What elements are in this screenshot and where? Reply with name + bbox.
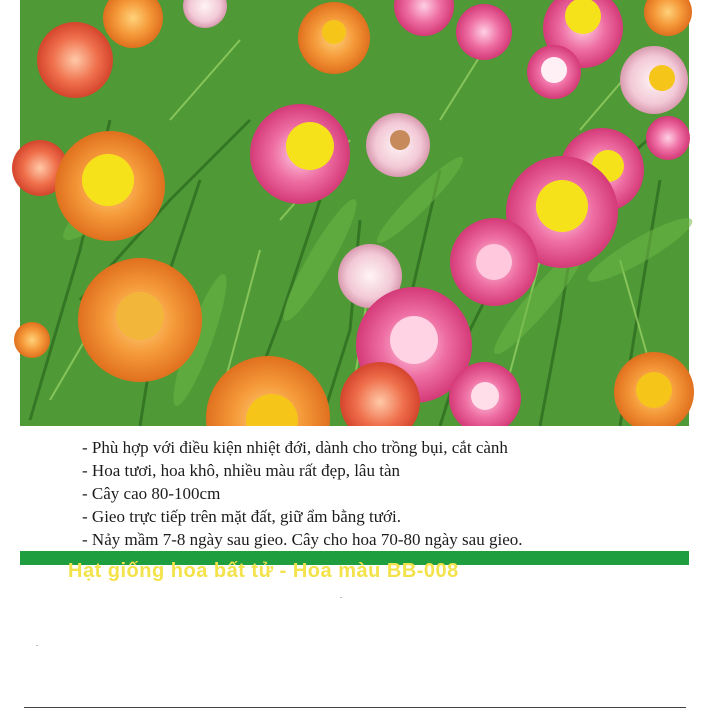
- feature-item: - Cây cao 80-100cm: [82, 482, 689, 505]
- feature-list-section: [20, 426, 689, 551]
- feature-item: - Nảy mầm 7-8 ngày sau gieo. Cây cho hoa 70-80 ngày sau gieo.: [82, 528, 689, 551]
- product-name-banner: [20, 551, 689, 582]
- feature-item: - Phù hợp với điều kiện nhiệt đới, dành cho trồng bụi, cắt cành: [82, 436, 689, 459]
- strawflower-photo: [20, 0, 689, 426]
- feature-item: - Gieo trực tiếp trên mặt đất, giữ ẩm bằng tưới.: [82, 505, 689, 528]
- feature-list: [20, 426, 689, 551]
- product-card: [20, 0, 689, 582]
- product-name-text: Hạt giống hoa bất tử - Hoa màu BB-008: [68, 560, 459, 582]
- flower-field-illustration: [20, 0, 689, 426]
- feature-item: - Hoa tươi, hoa khô, nhiều màu rất đẹp, lâu tàn: [82, 459, 689, 482]
- scan-speck: [340, 597, 342, 598]
- scan-speck: [36, 645, 38, 646]
- bottom-divider: [24, 707, 686, 708]
